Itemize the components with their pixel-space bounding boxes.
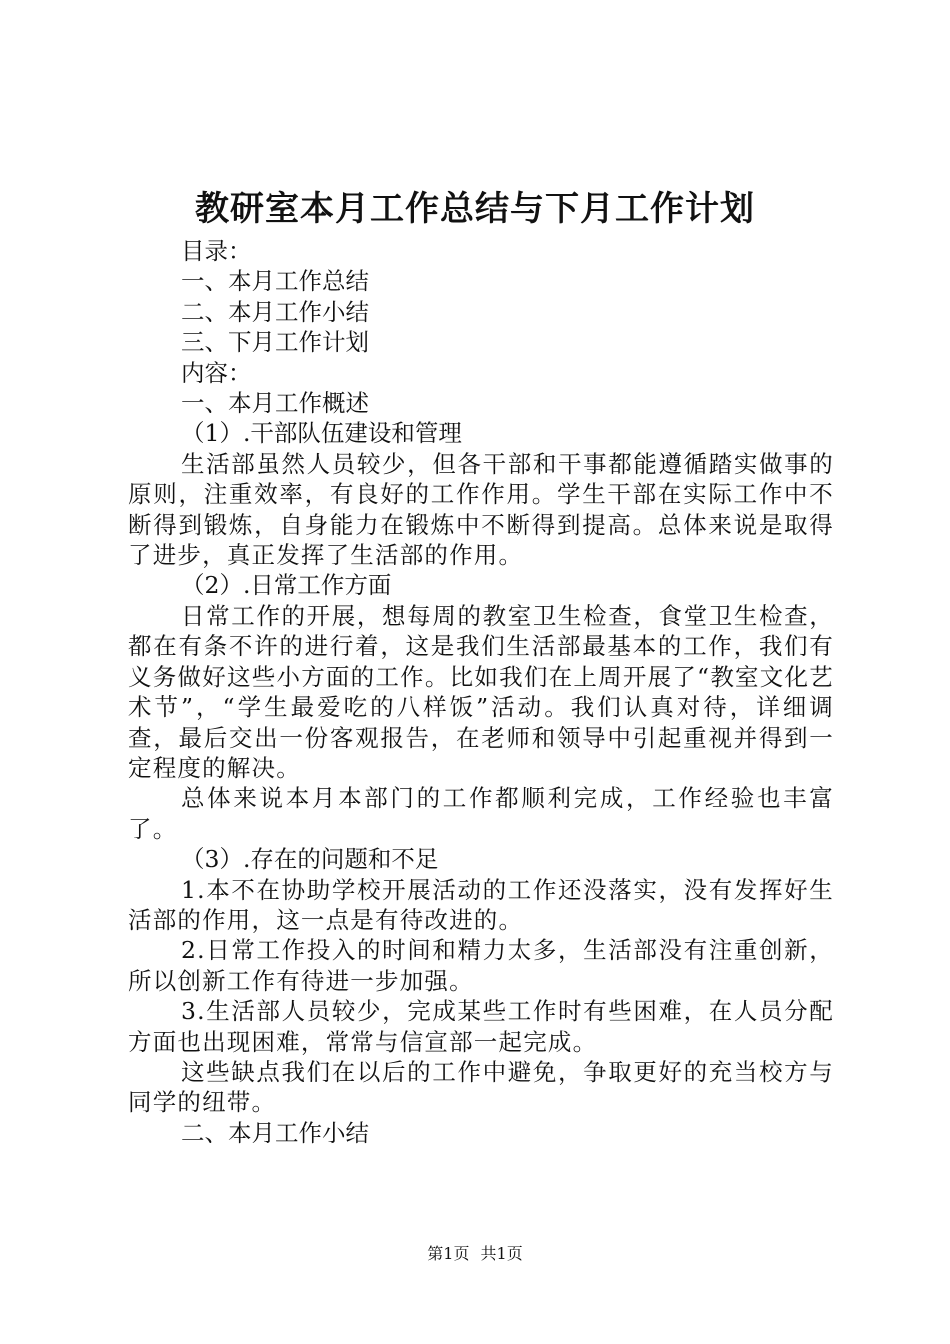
subsection-heading: （2）.日常工作方面 (181, 571, 392, 600)
toc-label: 目录： (181, 237, 252, 265)
section-heading: 二、本月工作小结 (181, 1118, 369, 1147)
paragraph: 这些缺点我们在以后的工作中避免，争取更好的充当校方与同学的纽带。 (128, 1057, 834, 1117)
content-label: 内容： (181, 358, 252, 387)
issue-item: 2.日常工作投入的时间和精力太多，生活部没有注重创新，所以创新工作有待进一步加强。 (128, 936, 834, 995)
toc-item: 二、本月工作小结 (181, 297, 369, 326)
page-number: 第1页 (427, 1244, 470, 1263)
toc-item: 三、下月工作计划 (181, 328, 369, 357)
subsection-heading: （1）.干部队伍建设和管理 (181, 419, 462, 448)
paragraph: 总体来说本月本部门的工作都顺利完成，工作经验也丰富了。 (128, 784, 834, 843)
document-title: 教研室本月工作总结与下月工作计划 (195, 189, 755, 229)
page-total: 共1页 (480, 1244, 523, 1263)
subsection-heading: （3）.存在的问题和不足 (181, 845, 439, 874)
issue-item: 3.生活部人员较少，完成某些工作时有些困难，在人员分配方面也出现困难，常常与信宣部一起完成。 (128, 997, 834, 1056)
issue-item: 1.本不在协助学校开展活动的工作还没落实，没有发挥好生活部的作用，这一点是有待改进的。 (128, 875, 834, 934)
toc-item: 一、本月工作总结 (181, 267, 369, 296)
page-footer (0, 1243, 950, 1265)
document-body (128, 236, 834, 1148)
paragraph: 生活部虽然人员较少，但各干部和干事都能遵循踏实做事的原则，注重效率，有良好的工作作用。学生干部在实际工作中不断得到锻炼，自身能力在锻炼中不断得到提高。总体来说是取得了进步，真正发挥了生活部的作用。 (128, 449, 834, 570)
paragraph: 日常工作的开展，想每周的教室卫生检查，食堂卫生检查，都在有条不许的进行着，这是我们生活部最基本的工作，我们有义务做好这些小方面的工作。比如我们在上周开展了“教室文化艺术节”，“学生最爱吃的八样饭”活动。我们认真对待，详细调查，最后交出一份客观报告，在老师和领导中引起重视并得到一定程度的解决。 (128, 601, 834, 782)
section-heading: 一、本月工作概述 (181, 389, 369, 418)
